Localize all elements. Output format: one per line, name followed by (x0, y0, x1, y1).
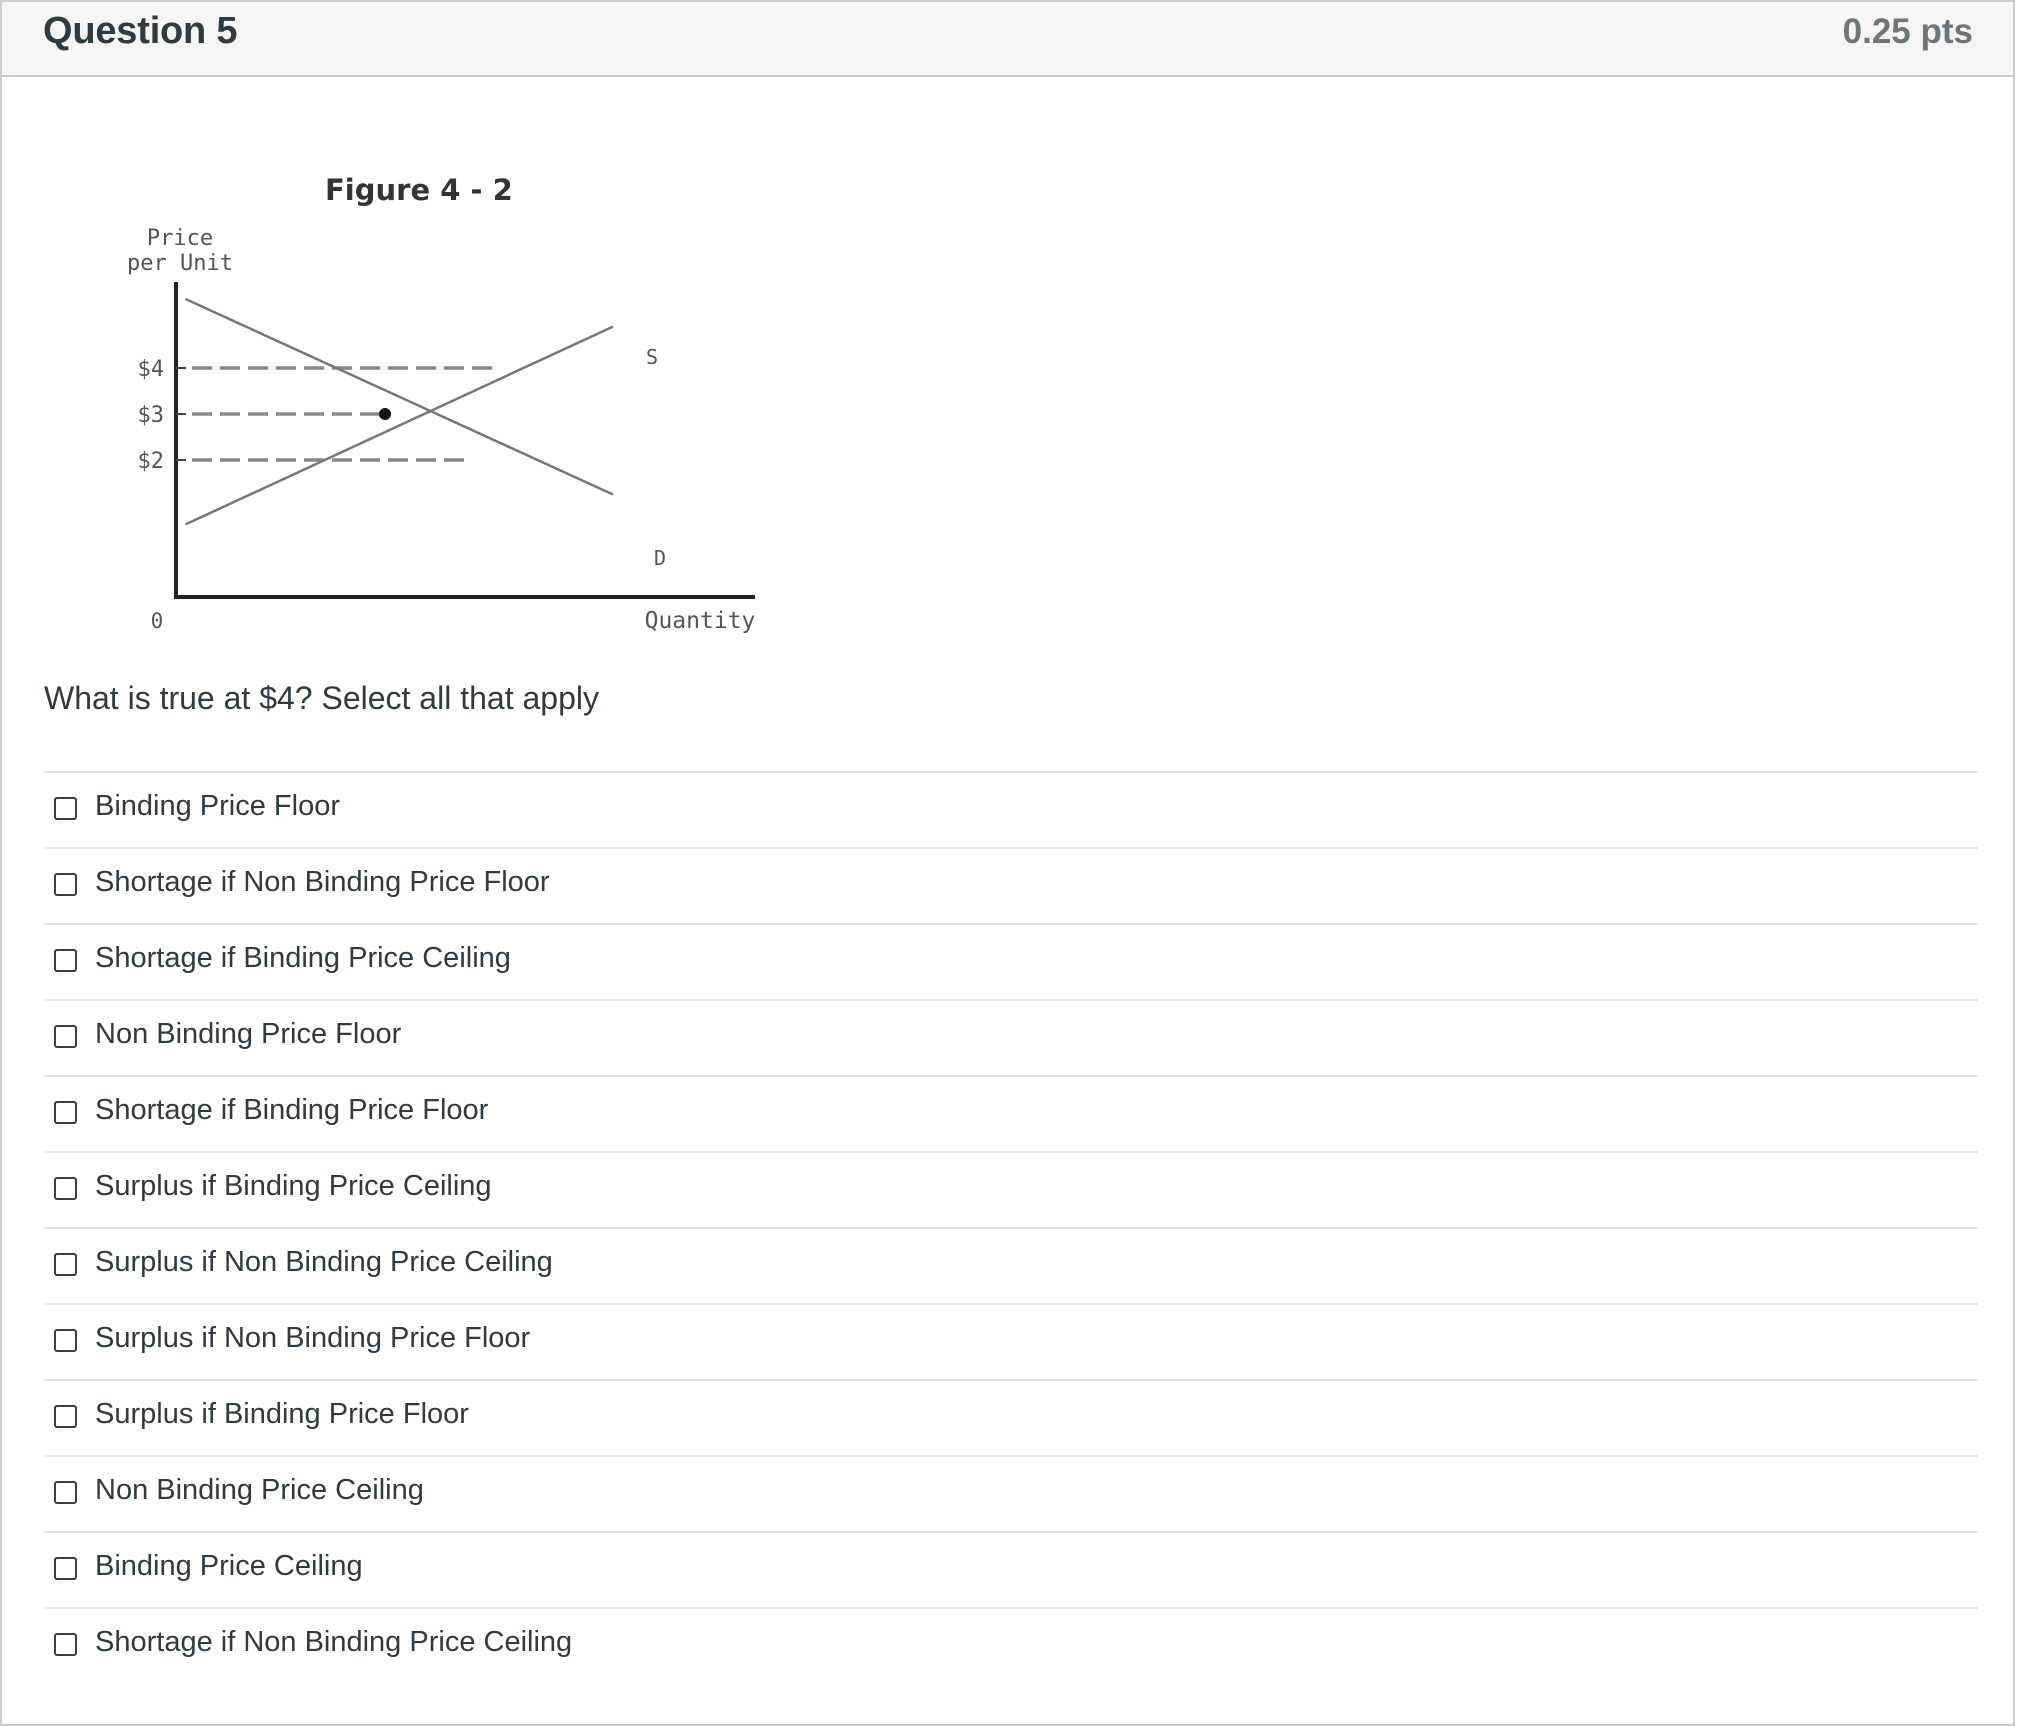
answer-label: Surplus if Non Binding Price Ceiling (95, 1246, 553, 1278)
answer-checkbox[interactable] (54, 1405, 77, 1428)
answer-label: Binding Price Ceiling (95, 1550, 363, 1582)
answer-checkbox[interactable] (54, 797, 77, 820)
answer-label: Non Binding Price Ceiling (95, 1474, 424, 1506)
answer-option[interactable] (44, 1227, 1978, 1303)
supply-demand-figure (112, 162, 772, 657)
answer-checkbox[interactable] (54, 949, 77, 972)
answer-option[interactable] (44, 999, 1978, 1075)
supply-curve-label: S (645, 345, 659, 369)
answer-option[interactable] (44, 1531, 1978, 1607)
question-text: What is true at $4? Select all that apply (44, 680, 599, 716)
series-S-line (186, 327, 614, 525)
answer-label: Non Binding Price Floor (95, 1018, 402, 1050)
answer-checkbox[interactable] (54, 1481, 77, 1504)
y-tick-label: $4 (137, 357, 164, 382)
answer-option[interactable] (44, 1151, 1978, 1227)
answer-option[interactable] (44, 1607, 1978, 1683)
answer-option[interactable] (44, 923, 1978, 999)
answer-checkbox[interactable] (54, 1177, 77, 1200)
answer-list (44, 771, 1978, 1683)
answer-option[interactable] (44, 847, 1978, 923)
answer-label: Shortage if Non Binding Price Ceiling (95, 1626, 573, 1658)
equilibrium-point (379, 408, 391, 420)
question-title: Question 5 (43, 10, 238, 52)
answer-option[interactable] (44, 1379, 1978, 1455)
answer-checkbox[interactable] (54, 1025, 77, 1048)
answer-option[interactable] (44, 1075, 1978, 1151)
chart-layer (138, 299, 667, 570)
figure-title: Figure 4 - 2 (325, 173, 513, 207)
answer-option[interactable] (44, 1303, 1978, 1379)
question-points: 0.25 pts (1842, 12, 1973, 51)
demand-curve-label: D (653, 546, 667, 570)
answer-checkbox[interactable] (54, 873, 77, 896)
y-tick-label: $3 (137, 403, 164, 428)
y-axis-label-line1: Price (146, 226, 214, 251)
answer-label: Shortage if Binding Price Floor (95, 1094, 489, 1126)
question-header (2, 2, 2013, 77)
answer-label: Shortage if Non Binding Price Floor (95, 866, 550, 898)
answer-checkbox[interactable] (54, 1557, 77, 1580)
origin-label: 0 (150, 609, 164, 633)
series-D-line (186, 299, 614, 495)
answer-option[interactable] (44, 1455, 1978, 1531)
x-axis-label: Quantity (644, 608, 756, 634)
answer-label: Binding Price Floor (95, 790, 340, 822)
answer-label: Shortage if Binding Price Ceiling (95, 942, 511, 974)
answer-checkbox[interactable] (54, 1253, 77, 1276)
answer-option[interactable] (44, 771, 1978, 847)
y-tick-label: $2 (137, 449, 164, 474)
y-axis-label-line2: per Unit (127, 251, 233, 276)
answer-checkbox[interactable] (54, 1101, 77, 1124)
answer-checkbox[interactable] (54, 1329, 77, 1352)
answer-label: Surplus if Non Binding Price Floor (95, 1322, 531, 1354)
answer-checkbox[interactable] (54, 1633, 77, 1656)
answer-label: Surplus if Binding Price Floor (95, 1398, 469, 1430)
answer-label: Surplus if Binding Price Ceiling (95, 1170, 492, 1202)
figure-svg (112, 162, 772, 657)
